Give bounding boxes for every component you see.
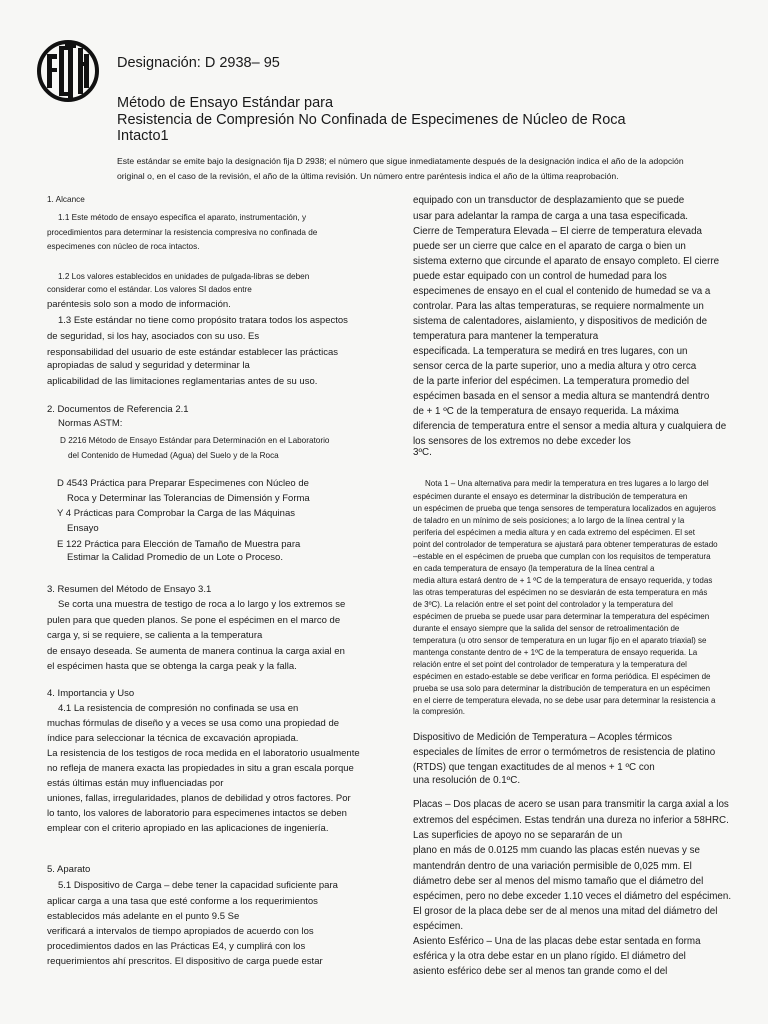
paragraph-line: 1.3 Este estándar no tiene como propósito tratara todos los aspectos bbox=[58, 315, 348, 326]
paragraph-line: estás últimas están muy influenciadas por bbox=[47, 778, 224, 789]
paragraph-line: espécimen, pero no debe exceder 1.10 veces el diámetro del espécimen. bbox=[413, 891, 732, 902]
note-line: de taladro en un mínimo de seis posiciones; a lo largo de la línea central y la bbox=[413, 516, 685, 525]
paragraph-line: esférica y la otra debe estar en un plano rígido. El diámetro del bbox=[413, 951, 686, 962]
paragraph-line: especimenes con núcleo de roca intactos. bbox=[47, 242, 200, 251]
section-heading: 1. Alcance bbox=[47, 195, 85, 204]
reference-line: D 4543 Práctica para Preparar Especimenes con Núcleo de bbox=[57, 478, 309, 489]
note-line: durante el ensayo siempre que la salida del sensor de retroalimentación de bbox=[413, 624, 680, 633]
note-line: periferia del espécimen a media altura y en cada extremo del espécimen. El set bbox=[413, 528, 695, 537]
paragraph-line: de + 1 ºC de la temperatura de ensayo requerida. La máxima bbox=[413, 406, 679, 417]
note-line: –estable en el espécimen de prueba que cumplan con los requisitos de temperatura bbox=[413, 552, 711, 561]
intro-note bbox=[117, 154, 727, 184]
paragraph-line: Las superficies de apoyo no se separarán de un bbox=[413, 830, 623, 841]
paragraph-line: los sensores de los extremos no debe exceder los bbox=[413, 436, 631, 447]
paragraph-line: 1.2 Los valores establecidos en unidades de pulgada-libras se deben bbox=[58, 272, 310, 281]
reference-line: Y 4 Prácticas para Comprobar la Carga de las Máquinas bbox=[57, 508, 295, 519]
paragraph-line: puede ser un cierre que calce en el aparato de carga o bien un bbox=[413, 241, 686, 252]
paragraph-line: aplicabilidad de las limitaciones reglamentarias antes de su uso. bbox=[47, 376, 318, 387]
designation: Designación: D 2938– 95 bbox=[117, 55, 280, 71]
paragraph-line: especimenes de ensayo en el cual el contenido de humedad se va a bbox=[413, 286, 711, 297]
paragraph-line: La resistencia de los testigos de roca medida en el laboratorio usualmente bbox=[47, 748, 360, 759]
paragraph-line: 1.1 Este método de ensayo especifica el aparato, instrumentación, y bbox=[58, 213, 307, 222]
paragraph-line: 5.1 Dispositivo de Carga – debe tener la capacidad suficiente para bbox=[58, 880, 338, 891]
paragraph-line: procedimientos para determinar la resistencia compresiva no confinada de bbox=[47, 228, 318, 237]
note-line: relación entre el set point del controlador de temperatura y la temperatura del bbox=[413, 660, 687, 669]
paragraph-line: sistema externo que circunde el aparato de ensayo completo. El cierre bbox=[413, 256, 720, 267]
paragraph-line: diámetro debe ser al menos del mismo tamaño que el diámetro del bbox=[413, 876, 704, 887]
paragraph-line: sensor cerca de la parte superior, uno a media altura y otro cerca bbox=[413, 361, 697, 372]
paragraph-line: temperatura para mantener la temperatura bbox=[413, 331, 599, 342]
title-line: Intacto1 bbox=[117, 128, 169, 144]
astm-logo bbox=[36, 40, 100, 102]
note-line: espécimen de prueba se puede usar para determinar la temperatura del espécimen bbox=[413, 612, 710, 621]
reference-line: Ensayo bbox=[67, 523, 99, 534]
paragraph-line: Cierre de Temperatura Elevada – El cierre de temperatura elevada bbox=[413, 226, 702, 237]
paragraph-line: (RTDS) que tengan exactitudes de al menos + 1 ºC con bbox=[413, 762, 655, 773]
note-line: Nota 1 – Una alternativa para medir la temperatura en tres lugares a lo largo del bbox=[425, 479, 709, 488]
note-line: prueba se usa solo para determinar la distribución de temperatura en un espécimen bbox=[413, 684, 711, 693]
note-line: media altura estará dentro de + 1 ºC de la temperatura de ensayo requerida, y todas bbox=[413, 576, 713, 585]
section-heading: 4. Importancia y Uso bbox=[47, 688, 135, 699]
paragraph-line: muchas fórmulas de diseño y a veces se usa como una propiedad de bbox=[47, 718, 340, 729]
paragraph-line: controlar. Para las altas temperaturas, se requiere normalmente un bbox=[413, 301, 704, 312]
paragraph-line: de la parte inferior del espécimen. La temperatura promedio del bbox=[413, 376, 690, 387]
reference-line: E 122 Práctica para Elección de Tamaño de Muestra para bbox=[57, 539, 301, 550]
paragraph-line: sistema de calentadores, aislamiento, y dispositivos de medición de bbox=[413, 316, 708, 327]
paragraph-line: de seguridad, si los hay, asociados con su uso. Es bbox=[47, 331, 260, 342]
paragraph-line: Normas ASTM: bbox=[58, 418, 123, 429]
paragraph-line: espécimen basada en el sensor a media altura se mantendrá dentro bbox=[413, 391, 710, 402]
paragraph-line: Dispositivo de Medición de Temperatura – Acoples térmicos bbox=[413, 732, 673, 743]
paragraph-line: Placas – Dos placas de acero se usan para transmitir la carga axial a los bbox=[413, 799, 729, 810]
paragraph-line: de ensayo deseada. Se aumenta de manera continua la carga axial en bbox=[47, 646, 345, 657]
paragraph-line: puede estar equipado con un control de humedad para los bbox=[413, 271, 667, 282]
section-heading: 2. Documentos de Referencia 2.1 bbox=[47, 404, 189, 415]
intro-line: Este estándar se emite bajo la designación fija D 2938; el número que sigue inmediatamente después de la designación indica el año de la adopción bbox=[117, 156, 684, 166]
paragraph-line: asiento esférico debe ser al menos tan grande como el del bbox=[413, 966, 668, 977]
paragraph-line: usar para adelantar la rampa de carga a una tasa especificada. bbox=[413, 211, 689, 222]
document-title bbox=[117, 95, 626, 145]
paragraph-line: especificada. La temperatura se medirá en tres lugares, con un bbox=[413, 346, 688, 357]
paragraph-line: una resolución de 0.1ºC. bbox=[413, 775, 521, 786]
note-line: temperatura (u otro sensor de temperatura en un lugar fijo en el aparato triaxial) se bbox=[413, 636, 707, 645]
paragraph-line: emplear con el criterio apropiado en las aplicaciones de ingeniería. bbox=[47, 823, 329, 834]
note-line: espécimen durante el ensayo es determinar la distribución de temperatura en bbox=[413, 492, 688, 501]
paragraph-line: extremos del espécimen. Estas tendrán una dureza no inferior a 58HRC. bbox=[413, 815, 729, 826]
paragraph-line: Se corta una muestra de testigo de roca a lo largo y los extremos se bbox=[58, 599, 346, 610]
paragraph-line: pulen para que queden planos. Se pone el espécimen en el marco de bbox=[47, 615, 341, 626]
section-heading: 3. Resumen del Método de Ensayo 3.1 bbox=[47, 584, 212, 595]
note-line: espécimen en estado-estable se debe verificar en forma periódica. El espécimen de bbox=[413, 672, 711, 681]
note-line: las otras temperaturas del espécimen no se desviarán de esta temperatura en más bbox=[413, 588, 708, 597]
section-heading: 5. Aparato bbox=[47, 864, 91, 875]
title-line: Método de Ensayo Estándar para bbox=[117, 95, 334, 111]
paragraph-line: carga y, si se requiere, se calienta a la temperatura bbox=[47, 630, 263, 641]
note-line: point del controlador de temperatura se ajustará para obtener temperaturas de estado bbox=[413, 540, 718, 549]
paragraph-line: equipado con un transductor de desplazamiento que se puede bbox=[413, 195, 685, 206]
paragraph-line: espécimen. bbox=[413, 921, 464, 932]
note-line: mantenga constante dentro de + 1ºC de la temperatura de ensayo requerida. La bbox=[413, 648, 698, 657]
paragraph-line: 3ºC. bbox=[413, 447, 432, 458]
paragraph-line: mantendrán dentro de una variación permisible de 0,025 mm. El bbox=[413, 861, 692, 872]
reference-line: Roca y Determinar las Tolerancias de Dimensión y Forma bbox=[67, 493, 310, 504]
paragraph-line: establecidos más adelante en el punto 9.5 Se bbox=[47, 911, 240, 922]
title-line: Resistencia de Compresión No Confinada de Especimenes de Núcleo de Roca bbox=[117, 111, 626, 128]
paragraph-line: responsabilidad del usuario de este estándar establecer las prácticas bbox=[47, 347, 338, 358]
paragraph-line: el espécimen hasta que se obtenga la carga peak y la falla. bbox=[47, 661, 297, 672]
paragraph-line: lo tanto, los valores de laboratorio para especimenes intactos se deben bbox=[47, 808, 347, 819]
reference-line: Estimar la Calidad Promedio de un Lote o Proceso. bbox=[67, 552, 283, 563]
paragraph-line: índice para seleccionar la técnica de excavación apropiada. bbox=[47, 733, 299, 744]
paragraph-line: paréntesis solo son a modo de información. bbox=[47, 299, 231, 310]
paragraph-line: especiales de límites de error o termómetros de resistencia de platino bbox=[413, 747, 716, 758]
paragraph-line: procedimientos dados en las Prácticas E4, y cumplirá con los bbox=[47, 941, 306, 952]
reference-line: D 2216 Método de Ensayo Estándar para Determinación en el Laboratorio bbox=[60, 436, 330, 445]
reference-line: del Contenido de Humedad (Agua) del Suelo y de la Roca bbox=[68, 451, 279, 460]
paragraph-line: Asiento Esférico – Una de las placas debe estar sentada en forma bbox=[413, 936, 701, 947]
paragraph-line: uniones, fallas, irregularidades, planos de debilidad y otros factores. Por bbox=[47, 793, 351, 804]
paragraph-line: requerimientos ahí prescritos. El dispositivo de carga puede estar bbox=[47, 956, 323, 967]
intro-line: original o, en el caso de la revisión, el año de la última revisión. Un número entre paréntesis indica el año de la última reaprobación. bbox=[117, 171, 619, 181]
note-line: en el cierre de temperatura elevada, no se debe usar para determinar la resistencia a bbox=[413, 696, 716, 705]
paragraph-line: diferencia de temperatura entre el sensor a media altura y cualquiera de bbox=[413, 421, 727, 432]
note-line: de 3ºC). La relación entre el set point del controlador y la temperatura del bbox=[413, 600, 673, 609]
paragraph-line: El grosor de la placa debe ser de al menos una mitad del diámetro del bbox=[413, 906, 718, 917]
paragraph-line: considerar como el estándar. Los valores SI dados entre bbox=[47, 285, 252, 294]
note-line: un espécimen de prueba que tenga sensores de temperatura localizados en agujeros bbox=[413, 504, 716, 513]
paragraph-line: apropiadas de salud y seguridad y determinar la bbox=[47, 360, 250, 371]
note-line: en cada temperatura de ensayo (la temperatura de la línea central a bbox=[413, 564, 655, 573]
note-line: la compresión. bbox=[413, 707, 466, 716]
paragraph-line: plano en más de 0.0125 mm cuando las placas estén nuevas y se bbox=[413, 845, 701, 856]
paragraph-line: aplicar carga a una tasa que esté conforme a los requerimientos bbox=[47, 896, 318, 907]
paragraph-line: no refleja de manera exacta las propiedades in situ a gran escala porque bbox=[47, 763, 354, 774]
paragraph-line: 4.1 La resistencia de compresión no confinada se usa en bbox=[58, 703, 299, 714]
paragraph-line: verificará a intervalos de tiempo apropiados de acuerdo con los bbox=[47, 926, 314, 937]
